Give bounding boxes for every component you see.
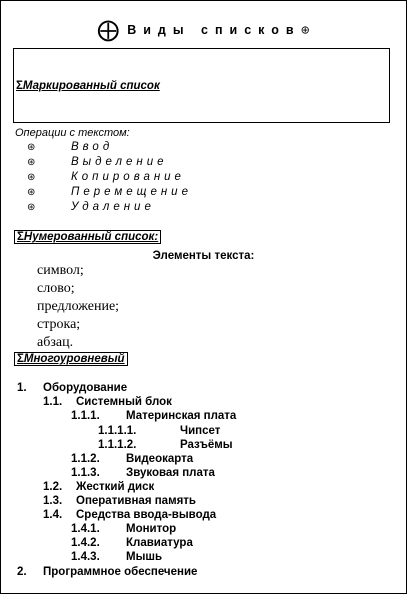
bullet-item: ⊛ Удаление <box>27 201 155 213</box>
circled-plus-icon: ⨁ <box>97 17 120 42</box>
list-item: слово; <box>37 281 75 296</box>
outline-item: 1.1.3. Звуковая плата <box>71 467 215 479</box>
bullet-icon: ⊛ <box>27 187 36 198</box>
bullet-item: ⊛ Выделение <box>27 156 168 168</box>
sigma-icon: Σ <box>16 80 23 92</box>
bullet-icon: ⊛ <box>27 202 36 213</box>
bullet-item: ⊛ Копирование <box>27 171 185 183</box>
title-text: Виды списков <box>127 23 301 37</box>
bullet-icon: ⊛ <box>27 172 36 183</box>
outline-item: 1.4.1. Монитор <box>71 523 177 535</box>
outline-item: 1.1.2. Видеокарта <box>71 453 194 465</box>
list-item: предложение; <box>37 299 120 314</box>
document-title <box>1 17 406 43</box>
bullet-icon: ⊛ <box>27 157 36 168</box>
sigma-icon: Σ <box>17 353 24 365</box>
bullet-item: ⊛ Ввод <box>27 141 114 153</box>
sigma-icon: Σ <box>17 231 24 243</box>
small-circled-plus-icon: ⊕ <box>300 24 310 37</box>
bullet-icon: ⊛ <box>27 142 36 153</box>
outline-item: 1.4.3. Мышь <box>71 551 163 563</box>
outline-item: 1.3. Оперативная память <box>43 495 196 507</box>
outline-item: 2. Программное обеспечение <box>17 566 198 578</box>
bullet-item: ⊛ Перемещение <box>27 186 192 198</box>
outline-item: 1.1.1. Материнская плата <box>71 410 237 422</box>
list-item: абзац. <box>37 335 74 350</box>
outline-item: 1. Оборудование <box>17 382 128 394</box>
bulleted-list-heading: ΣМаркированный список <box>16 80 160 92</box>
outline-item: 1.1.1.2. Разъёмы <box>98 439 233 451</box>
outline-item: 1.1.1.1. Чипсет <box>98 425 221 437</box>
list-item: символ; <box>37 263 84 278</box>
outline-item: 1.4. Средства ввода-вывода <box>43 509 217 521</box>
multilevel-list-heading: ΣМногоуровневый <box>14 352 128 366</box>
outline-item: 1.4.2. Клавиатура <box>71 537 193 549</box>
outline-item: 1.1. Системный блок <box>43 396 172 408</box>
outline-item: 1.2. Жесткий диск <box>43 481 155 493</box>
numbered-list-heading: ΣНумерованный список: <box>14 230 161 244</box>
operations-title: Операции с текстом: <box>15 127 130 139</box>
list-item: строка; <box>37 317 81 332</box>
elements-title: Элементы текста: <box>152 250 255 262</box>
